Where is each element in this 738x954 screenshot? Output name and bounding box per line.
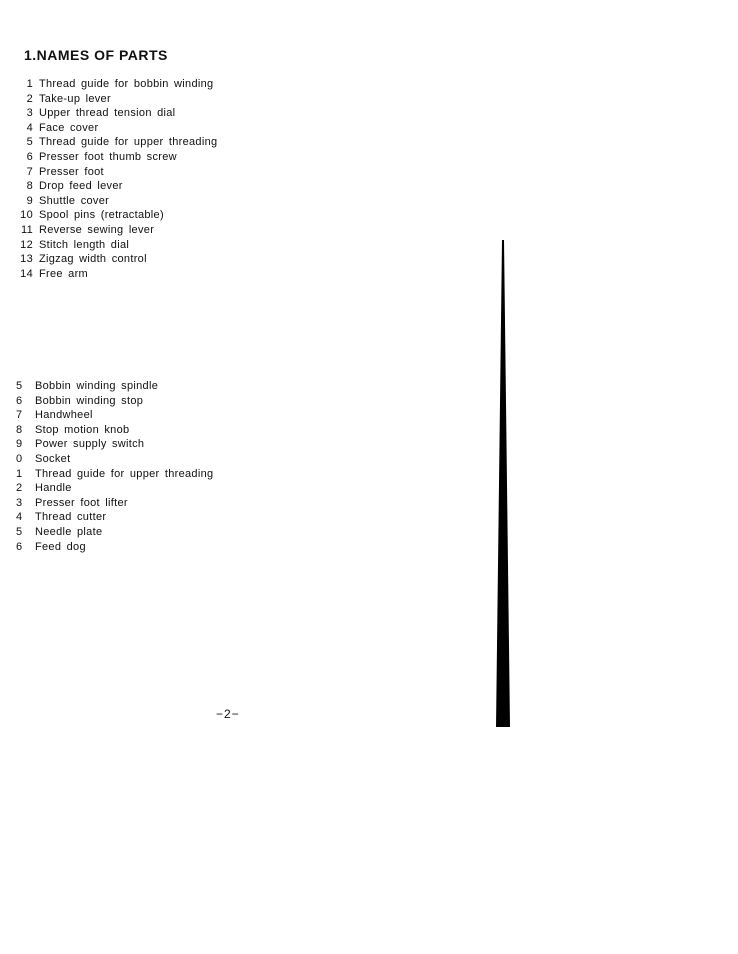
list-item — [16, 423, 213, 438]
item-label: Socket — [35, 452, 71, 465]
item-label: Free arm — [39, 267, 89, 280]
item-number: 13 — [20, 253, 33, 266]
list-item — [16, 437, 213, 452]
item-label: Upper thread tension dial — [39, 107, 176, 120]
list-item — [16, 510, 213, 525]
item-number: 7 — [16, 409, 23, 422]
item-label: Thread cutter — [35, 511, 107, 524]
page-title: 1.NAMES OF PARTS — [24, 47, 168, 63]
list-item — [14, 77, 217, 92]
parts-list-lower — [16, 379, 213, 554]
list-item — [14, 267, 217, 282]
item-number: 6 — [16, 394, 23, 407]
item-number: 5 — [26, 136, 33, 149]
item-number: 3 — [26, 107, 33, 120]
item-label: Thread guide for upper threading — [39, 136, 218, 149]
list-item — [16, 540, 213, 555]
item-label: Handwheel — [35, 409, 93, 422]
item-number: 12 — [20, 238, 33, 251]
item-number: 2 — [26, 92, 33, 105]
item-label: Bobbin winding stop — [35, 394, 144, 407]
list-item — [14, 150, 217, 165]
list-item — [14, 165, 217, 180]
item-label: Presser foot — [39, 165, 104, 178]
item-number: 1 — [16, 467, 23, 480]
parts-list-upper — [14, 77, 217, 281]
item-number: 6 — [16, 540, 23, 553]
item-number: 4 — [26, 121, 33, 134]
item-label: Face cover — [39, 121, 99, 134]
item-number: 3 — [16, 496, 23, 509]
item-number: 14 — [20, 267, 33, 280]
item-label: Needle plate — [35, 525, 103, 538]
item-number: 8 — [26, 180, 33, 193]
item-number: 4 — [16, 511, 23, 524]
item-label: Handle — [35, 482, 72, 495]
item-number: 7 — [26, 165, 33, 178]
item-number: 2 — [16, 482, 23, 495]
list-item — [14, 208, 217, 223]
item-label: Thread guide for upper threading — [35, 467, 214, 480]
list-item — [14, 135, 217, 150]
item-number: 5 — [16, 380, 23, 392]
item-label: Thread guide for bobbin winding — [39, 78, 214, 90]
list-item — [16, 481, 213, 496]
scan-edge-shape — [496, 240, 510, 727]
item-label: Presser foot lifter — [35, 496, 128, 509]
list-item — [14, 252, 217, 267]
item-number: 9 — [16, 438, 23, 451]
list-item — [14, 194, 217, 209]
list-item — [14, 223, 217, 238]
item-label: Spool pins (retractable) — [39, 209, 164, 222]
list-item — [16, 408, 213, 423]
item-number: 11 — [20, 223, 33, 236]
item-label: Drop feed lever — [39, 180, 123, 193]
item-number: 9 — [26, 194, 33, 207]
item-label: Stop motion knob — [35, 423, 130, 436]
list-item — [16, 452, 213, 467]
item-label: Bobbin winding spindle — [35, 380, 159, 392]
list-item — [14, 106, 217, 121]
list-item — [16, 394, 213, 409]
list-item — [14, 179, 217, 194]
list-item — [16, 467, 213, 482]
list-item — [14, 121, 217, 136]
list-item — [16, 379, 213, 394]
item-number: 0 — [16, 452, 23, 465]
item-label: Zigzag width control — [39, 253, 147, 266]
item-number: 8 — [16, 423, 23, 436]
list-item — [14, 238, 217, 253]
item-label: Reverse sewing lever — [39, 223, 155, 236]
list-item — [16, 525, 213, 540]
item-number: 6 — [26, 150, 33, 163]
list-item — [14, 92, 217, 107]
item-label: Power supply switch — [35, 438, 145, 451]
scan-edge-mark — [496, 240, 510, 727]
list-item — [16, 496, 213, 511]
item-number: 1 — [26, 78, 33, 90]
page-number: −2− — [216, 707, 240, 721]
item-label: Take-up lever — [39, 92, 111, 105]
item-label: Feed dog — [35, 540, 86, 553]
item-label: Stitch length dial — [39, 238, 130, 251]
item-number: 5 — [16, 525, 23, 538]
item-number: 10 — [20, 209, 33, 222]
item-label: Presser foot thumb screw — [39, 150, 177, 163]
item-label: Shuttle cover — [39, 194, 110, 207]
